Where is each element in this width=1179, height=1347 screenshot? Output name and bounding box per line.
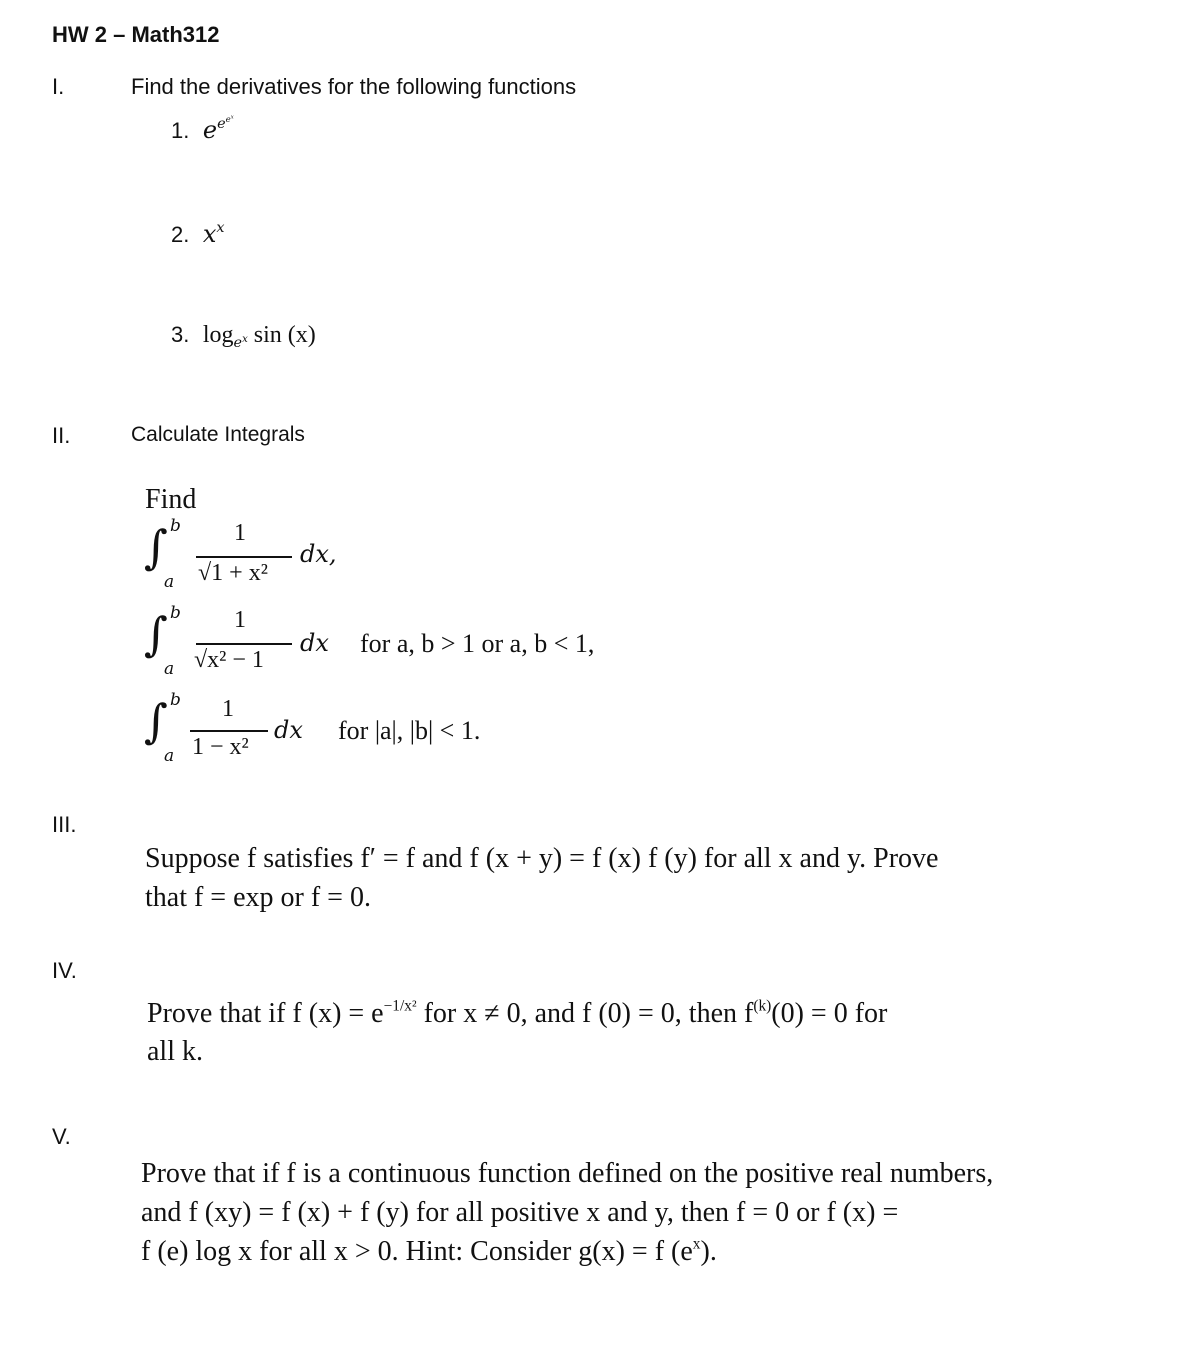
problem-label: 3. <box>171 322 190 347</box>
lower-limit: a <box>164 659 175 679</box>
problem-1-2 <box>171 220 225 248</box>
upper-limit: b <box>170 690 181 710</box>
problem-5-line-3: f (e) log x for all x > 0. Hint: Consider g(x) = f $(e^x)$. <box>141 1235 717 1267</box>
lower-limit: a <box>164 572 175 592</box>
fraction-bar <box>196 556 292 558</box>
fraction-bar <box>190 730 268 732</box>
upper-limit: b <box>170 516 181 536</box>
problem-label: 2. <box>171 222 190 247</box>
numerator: 1 <box>234 607 246 633</box>
problem-4-line-1: Prove that if f $(x) = e^{-1/x^2}$ for x ≠ 0, and f (0) = 0, then $f^{(k)}(0) = 0$ for <box>147 997 888 1029</box>
problem-5-line-2: and f (xy) = f (x) + f (y) for all positive x and y, then f = 0 or f (x) = <box>141 1197 899 1228</box>
section-numeral-3: III. <box>52 812 77 837</box>
fraction-bar <box>196 643 292 645</box>
section-heading-2: Calculate Integrals <box>131 423 305 446</box>
dx: dx <box>274 716 303 744</box>
power-expression: $x^x$ <box>202 219 225 248</box>
problem-3-line-2: that f = exp or f = 0. <box>145 882 371 913</box>
section-numeral-1: I. <box>52 74 65 99</box>
integral-1 <box>140 516 700 596</box>
upper-limit: b <box>170 603 181 623</box>
problem-5-line-1: Prove that if f is a continuous function defined on the positive real numbers, <box>141 1158 994 1189</box>
section-numeral-2: II. <box>52 423 71 448</box>
section-numeral-4: IV. <box>52 958 77 983</box>
denominator: 1 − x² <box>192 734 249 760</box>
numerator: 1 <box>222 696 234 722</box>
denominator: √x² − 1 <box>194 647 264 673</box>
lower-limit: a <box>164 746 175 766</box>
problem-label: 1. <box>171 118 190 143</box>
denominator: √1 + x² <box>198 560 268 586</box>
integral-condition: for a, b > 1 or a, b < 1, <box>360 629 595 658</box>
integral-3 <box>140 690 740 772</box>
integral-sign: ∫ <box>144 607 168 661</box>
integral-sign: ∫ <box>144 520 168 574</box>
log-expression: $\log_{e^x} \sin (x)$ <box>202 322 316 352</box>
section-numeral-5: V. <box>52 1124 71 1149</box>
section-heading-1: Find the derivatives for the following functions <box>131 74 577 99</box>
numerator: 1 <box>234 520 246 546</box>
integral-2 <box>140 603 740 685</box>
dx: dx <box>300 629 329 657</box>
integral-sign: ∫ <box>144 694 168 748</box>
find-label: Find <box>145 484 197 515</box>
page-title: HW 2 – Math312 <box>52 22 220 47</box>
problem-1-1 <box>171 116 234 144</box>
problem-4-line-2: all k. <box>147 1036 203 1067</box>
problem-1-3 <box>171 322 316 352</box>
dx: dx, <box>300 540 337 568</box>
problem-3-line-1: Suppose f satisfies f′ = f and f (x + y) = f (x) f (y) for all x and y. Prove <box>145 843 939 874</box>
power-tower-expression: $e^{e^{e^x}}$ <box>202 114 234 144</box>
integral-condition: for |a|, |b| < 1. <box>338 716 481 745</box>
